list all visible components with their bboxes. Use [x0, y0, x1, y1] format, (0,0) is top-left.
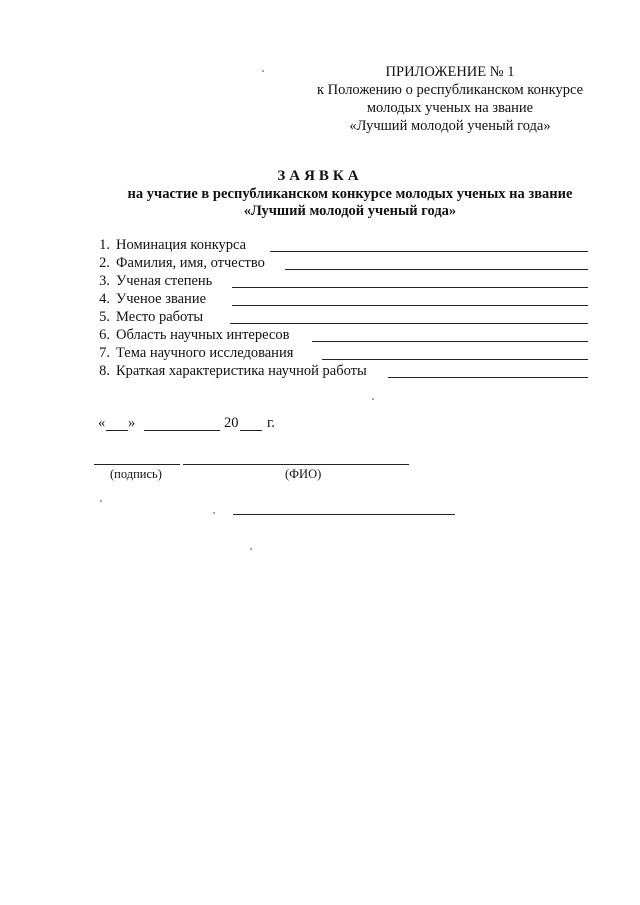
full-name-input-line[interactable]	[285, 269, 588, 270]
field-number: 6.	[99, 327, 110, 343]
field-number: 3.	[99, 273, 110, 289]
field-nomination	[90, 236, 590, 254]
appendix-header	[300, 63, 600, 135]
form-title: ЗАЯВКА	[277, 168, 363, 184]
research-interests-input-line[interactable]	[312, 341, 588, 342]
degree-input-line[interactable]	[232, 287, 588, 288]
appendix-number: ПРИЛОЖЕНИЕ № 1	[385, 64, 515, 80]
field-academic-title	[90, 290, 590, 308]
field-label: Ученая степень	[116, 273, 213, 289]
field-research-topic	[90, 344, 590, 362]
field-label: Ученое звание	[116, 291, 207, 307]
year-suffix: г.	[267, 415, 275, 431]
workplace-input-line[interactable]	[230, 323, 588, 324]
full-name-signature-line[interactable]	[183, 464, 409, 465]
field-label: Краткая характеристика научной работы	[116, 363, 367, 379]
field-number: 8.	[99, 363, 110, 379]
scan-dot	[100, 500, 102, 502]
field-degree	[90, 272, 590, 290]
year-prefix: 20	[224, 415, 239, 431]
field-label: Фамилия, имя, отчество	[116, 255, 265, 271]
field-workplace	[90, 308, 590, 326]
field-number: 5.	[99, 309, 110, 325]
scan-dot	[262, 70, 264, 72]
name-caption: (ФИО)	[285, 467, 322, 481]
form-subtitle-line2: «Лучший молодой ученый года»	[243, 203, 457, 219]
field-number: 1.	[99, 237, 110, 253]
date-open-quote: «	[98, 415, 106, 431]
research-topic-input-line[interactable]	[322, 359, 588, 360]
appendix-reference-cont: молодых ученых на звание	[366, 100, 534, 116]
date-line	[98, 415, 318, 435]
field-number: 7.	[99, 345, 110, 361]
month-input-line[interactable]	[144, 416, 220, 431]
nomination-input-line[interactable]	[270, 251, 588, 252]
work-summary-input-line[interactable]	[388, 377, 588, 378]
year-input-line[interactable]	[240, 416, 262, 431]
academic-title-input-line[interactable]	[232, 305, 588, 306]
scan-dot	[372, 398, 374, 400]
scan-dot	[250, 548, 252, 550]
scan-dot	[213, 512, 215, 514]
field-work-summary	[90, 362, 590, 380]
field-number: 2.	[99, 255, 110, 271]
signature-caption: (подпись)	[110, 467, 162, 481]
field-full-name	[90, 254, 590, 272]
field-number: 4.	[99, 291, 110, 307]
field-label: Тема научного исследования	[116, 345, 294, 361]
signature-input-line[interactable]	[94, 464, 180, 465]
field-research-interests	[90, 326, 590, 344]
field-label: Область научных интересов	[116, 327, 290, 343]
bottom-separator-line	[233, 514, 455, 515]
field-label: Место работы	[116, 309, 204, 325]
form-subtitle-line1: на участие в республиканском конкурсе молодых ученых на звание	[127, 186, 573, 202]
date-close-quote: »	[128, 415, 136, 431]
appendix-award-name: «Лучший молодой ученый года»	[349, 118, 551, 134]
field-label: Номинация конкурса	[116, 237, 247, 253]
day-input-line[interactable]	[106, 416, 128, 431]
form-subtitle	[90, 186, 610, 220]
appendix-reference: к Положению о республиканском конкурсе	[317, 82, 583, 98]
